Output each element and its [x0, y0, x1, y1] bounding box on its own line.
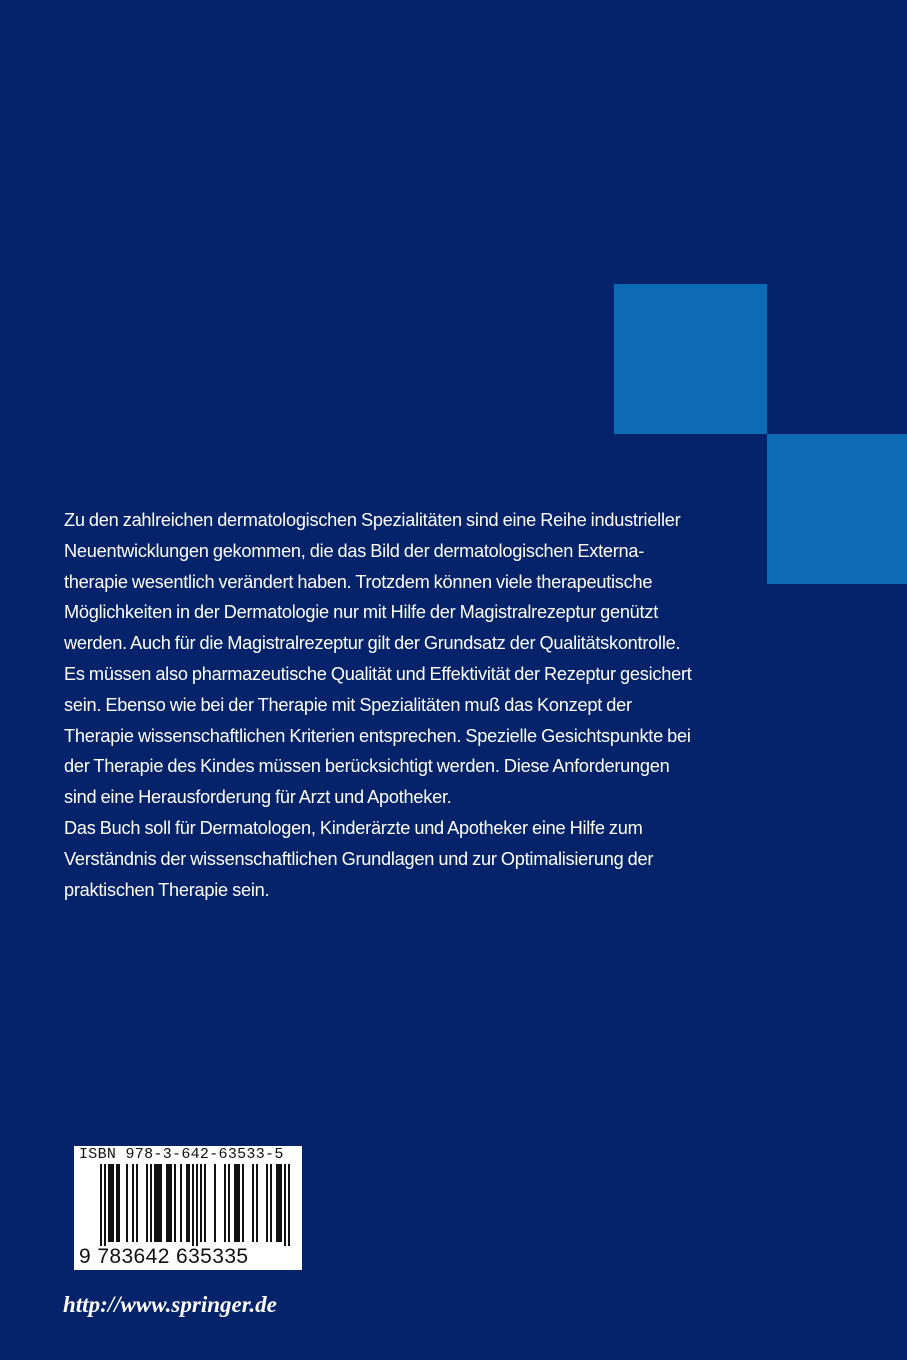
barcode-bar: [204, 1164, 206, 1242]
barcode-bar: [266, 1164, 268, 1242]
description-line: Zu den zahlreichen dermatologischen Spezialitäten sind eine Reihe industrieller: [64, 510, 681, 530]
barcode-bar: [214, 1164, 216, 1242]
barcode-bars: [74, 1164, 302, 1246]
description-line: Es müssen also pharmazeutische Qualität und Effektivität der Rezeptur gesichert: [64, 663, 692, 684]
decorative-square-lower: [767, 434, 907, 584]
barcode-bar: [100, 1164, 102, 1246]
isbn-label: ISBN 978-3-642-63533-5: [79, 1146, 284, 1163]
barcode-bar: [252, 1164, 254, 1242]
barcode-bar: [146, 1164, 148, 1242]
description-line: werden. Auch für die Magistralrezeptur gilt der Grundsatz der Qualitätskontrolle.: [64, 633, 681, 654]
barcode-bar: [186, 1164, 188, 1242]
barcode-bar: [170, 1164, 172, 1242]
barcode-bar: [126, 1164, 128, 1242]
barcode-bar: [132, 1164, 134, 1242]
barcode-bar: [156, 1164, 158, 1242]
barcode-bar: [236, 1164, 238, 1242]
barcode-digits: 9 783642 635335: [79, 1245, 249, 1268]
barcode-bar: [278, 1164, 280, 1242]
publisher-url: http://www.springer.de: [63, 1292, 277, 1317]
barcode-bar: [174, 1164, 176, 1242]
barcode-bar: [192, 1164, 194, 1246]
barcode-bar: [188, 1164, 190, 1242]
description-line: Das Buch soll für Dermatologen, Kinderärzte und Apotheker eine Hilfe zum: [64, 817, 643, 838]
barcode-bar: [280, 1164, 282, 1242]
barcode-bar: [284, 1164, 286, 1246]
barcode-bar: [180, 1164, 182, 1242]
barcode-bar: [276, 1164, 278, 1242]
barcode-bar: [118, 1164, 120, 1242]
description-line: Neuentwicklungen gekommen, die das Bild der dermatologischen Externa-: [64, 540, 645, 561]
barcode-bar: [158, 1164, 160, 1242]
barcode-bar: [234, 1164, 236, 1242]
barcode-bar: [110, 1164, 112, 1242]
barcode-bar: [224, 1164, 226, 1242]
description-line: Verständnis der wissenschaftlichen Grundlagen und zur Optimalisierung der: [64, 848, 654, 869]
barcode-bar: [116, 1164, 118, 1242]
description-line: therapie wesentlich verändert haben. Trotzdem können viele therapeutische: [64, 571, 653, 592]
description-line: Möglichkeiten in der Dermatologie nur mit Hilfe der Magistralrezeptur genützt: [64, 602, 659, 623]
barcode-bar: [238, 1164, 240, 1242]
isbn-barcode: [74, 1146, 302, 1270]
barcode-bar: [108, 1164, 110, 1242]
barcode-bar: [228, 1164, 230, 1242]
book-description: [64, 505, 704, 905]
barcode-bar: [150, 1164, 152, 1242]
barcode-bar: [256, 1164, 258, 1242]
barcode-bar: [160, 1164, 162, 1242]
description-line: sein. Ebenso wie bei der Therapie mit Spezialitäten muß das Konzept der: [64, 694, 632, 715]
barcode-bar: [136, 1164, 138, 1242]
barcode-bar: [270, 1164, 272, 1242]
description-line: der Therapie des Kindes müssen berücksichtigt werden. Diese Anforderungen: [64, 756, 670, 777]
barcode-bar: [242, 1164, 244, 1242]
description-line: sind eine Herausforderung für Arzt und Apotheker.: [64, 787, 452, 808]
description-line: Therapie wissenschaftlichen Kriterien entsprechen. Spezielle Gesichtspunkte bei: [64, 725, 691, 746]
description-line: praktischen Therapie sein.: [64, 879, 270, 900]
barcode-bar: [154, 1164, 156, 1242]
barcode-bar: [200, 1164, 202, 1242]
barcode-bar: [168, 1164, 170, 1242]
barcode-bar: [112, 1164, 114, 1242]
barcode-bar: [166, 1164, 168, 1242]
barcode-bar: [196, 1164, 198, 1246]
decorative-square-upper: [614, 284, 767, 434]
barcode-bar: [104, 1164, 106, 1246]
barcode-bar: [288, 1164, 290, 1246]
